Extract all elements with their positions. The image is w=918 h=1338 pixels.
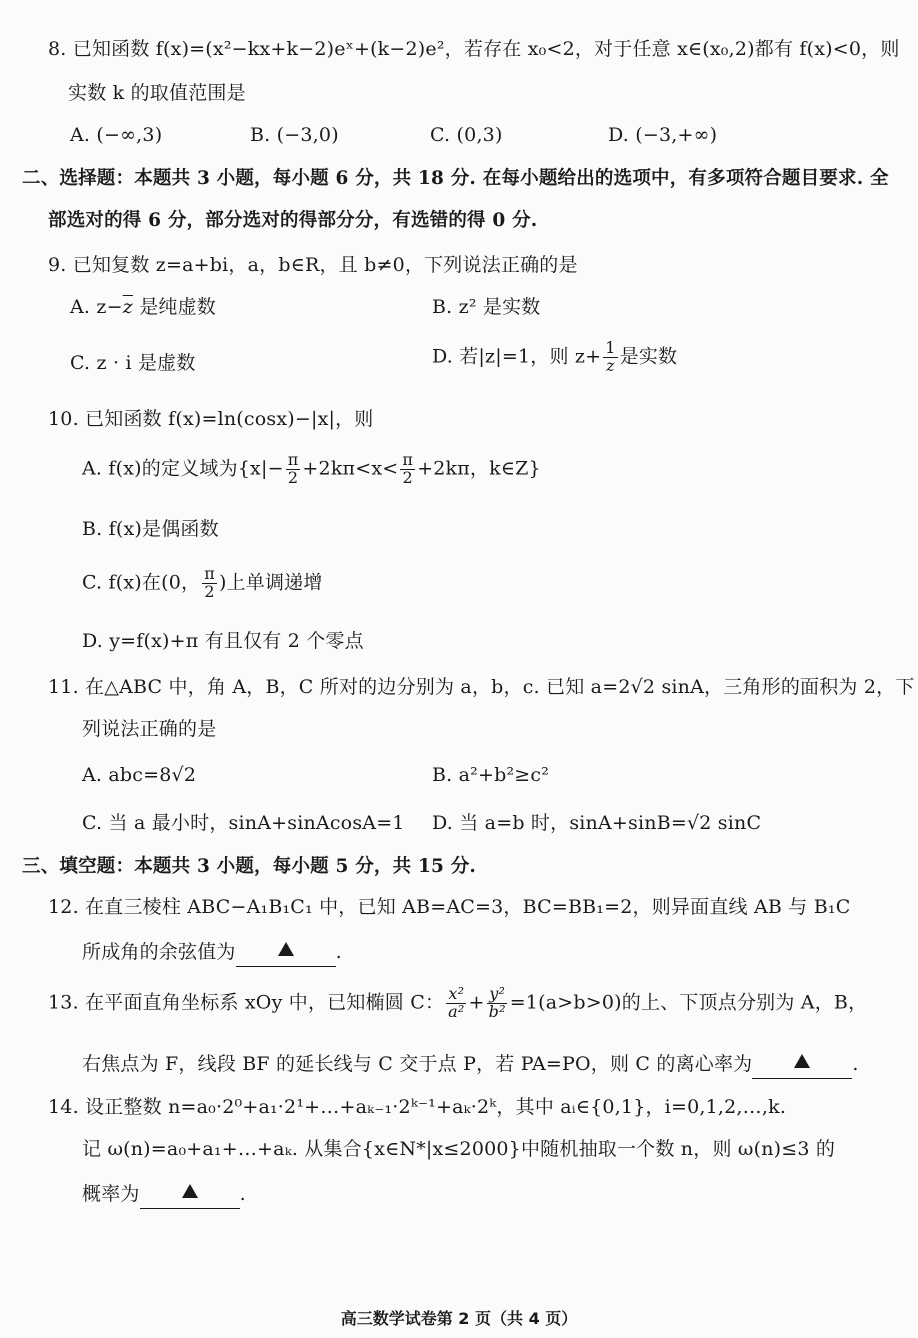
q14-end-period: . [239,1183,246,1205]
fraction-denominator: 2 [402,467,413,487]
q10-option-a-mid: +2kπ<x< [302,457,399,480]
q8-option-a: A. (−∞,3) [70,124,163,146]
q9-option-a-conj: $\overline{z}$ [122,296,133,318]
q14-line2: 记 ω(n)=a₀+a₁+…+aₖ. 从集合{x∈N*|x≤2000}中随机抽取一个数 n，则 ω(n)≤3 的 [82,1138,836,1160]
fraction-denominator: 2 [204,581,215,601]
q13-line2-text: 右焦点为 F，线段 BF 的延长线与 C 交于点 P，若 PA=PO，则 C 的离心率为 [82,1053,753,1075]
q10-option-c-fraction [202,566,217,601]
q9-option-d-post: 是实数 [619,345,678,368]
q11-option-a: A. abc=8√2 [82,764,197,786]
fraction-numerator: 1 [605,338,616,357]
q9-option-d-fraction [603,340,617,375]
page-footer: 高三数学试卷第 2 页（共 4 页） [340,1309,578,1328]
q8-option-d: D. (−3,+∞) [608,124,718,146]
q9-option-d-pre: D. 若|z|=1，则 z+ [432,345,602,368]
q13-end-period: . [852,1053,859,1075]
q11-stem-line1: 11. 在△ABC 中，角 A，B，C 所对的边分别为 a，b，c. 已知 a=2√2 sinA，三角形的面积为 2，下 [48,676,915,698]
q11-stem-line2: 列说法正确的是 [82,718,217,740]
q9-stem: 9. 已知复数 z=a+bi，a，b∈R，且 b≠0，下列说法正确的是 [48,254,578,276]
q12-line2 [82,940,342,965]
q13-line1 [48,986,867,1021]
fraction-numerator: y² [489,984,506,1003]
triangle-icon [182,1184,198,1198]
q12-answer-blank[interactable] [236,942,336,967]
q10-option-d: D. y=f(x)+π 有且仅有 2 个零点 [82,630,364,652]
q11-option-c: C. 当 a 最小时，sinA+sinAcosA=1 [82,812,405,834]
q9-option-a-pre: A. z− [70,296,123,318]
section3-header: 三、填空题：本题共 3 小题，每小题 5 分，共 15 分. [22,856,477,877]
q13-plus: + [468,991,485,1014]
q10-option-c [82,566,323,601]
q8-stem-line2: 实数 k 的取值范围是 [68,82,246,104]
q13-answer-blank[interactable] [752,1054,852,1079]
fraction-numerator: π [287,450,299,469]
q11-option-b: B. a²+b²≥c² [432,764,550,786]
q9-option-c: C. z · i 是虚数 [70,352,196,374]
q8-option-c: C. (0,3) [430,124,503,146]
q14-answer-blank[interactable] [140,1184,240,1209]
q9-option-a [70,296,216,319]
fraction-numerator: π [402,450,414,469]
q10-option-a [82,452,541,487]
q9-option-a-post: 是纯虚数 [132,296,216,318]
q14-line3 [82,1182,246,1207]
q9-option-d [432,340,677,375]
fraction-numerator: π [204,564,215,583]
q13-pre: 13. 在平面直角坐标系 xOy 中，已知椭圆 C： [48,991,445,1014]
q8-stem-line1: 8. 已知函数 f(x)=(x²−kx+k−2)eˣ+(k−2)e²，若存在 x₀<2，对于任意 x∈(x₀,2)都有 f(x)<0，则 [48,38,900,60]
q13-fraction-x [446,986,466,1021]
q10-option-b: B. f(x)是偶函数 [82,518,219,540]
triangle-icon [278,942,294,956]
section2-header-line1: 二、选择题：本题共 3 小题，每小题 6 分，共 18 分. 在每小题给出的选项中，有多项符合题目要求. 全 [22,168,889,189]
fraction-denominator: a² [448,1001,465,1021]
q10-option-c-pre: C. f(x)在(0， [82,571,201,594]
q10-option-c-post: )上单调递增 [218,571,323,594]
q10-stem: 10. 已知函数 f(x)=ln(cosx)−|x|，则 [48,408,374,430]
q13-line2 [82,1052,859,1077]
q12-line2-text: 所成角的余弦值为 [82,941,236,963]
q12-end-period: . [335,941,342,963]
fraction-denominator: b² [488,1001,506,1021]
q9-option-b: B. z² 是实数 [432,296,541,318]
triangle-icon [794,1054,810,1068]
q12-line1: 12. 在直三棱柱 ABC−A₁B₁C₁ 中，已知 AB=AC=3，BC=BB₁=2，则异面直线 AB 与 B₁C [48,896,851,918]
fraction-denominator: z [606,355,615,375]
q8-option-b: B. (−3,0) [250,124,339,146]
q10-option-a-fraction1 [286,452,301,487]
q11-option-d: D. 当 a=b 时，sinA+sinB=√2 sinC [432,812,762,834]
fraction-denominator: 2 [287,467,299,487]
q13-fraction-y [487,986,508,1021]
q10-option-a-pre: A. f(x)的定义域为{x|− [82,457,284,480]
q10-option-a-post: +2kπ，k∈Z} [417,457,541,480]
q10-option-a-fraction2 [400,452,415,487]
section2-header-line2: 部选对的得 6 分，部分选对的得部分分，有选错的得 0 分. [48,210,538,231]
q13-post: =1(a>b>0)的上、下顶点分别为 A，B， [509,991,868,1014]
fraction-numerator: x² [448,984,465,1003]
q14-line3-text: 概率为 [82,1183,140,1205]
q14-line1: 14. 设正整数 n=a₀·2⁰+a₁·2¹+…+aₖ₋₁·2ᵏ⁻¹+aₖ·2ᵏ，其中 aᵢ∈{0,1}，i=0,1,2,…,k. [48,1096,787,1118]
